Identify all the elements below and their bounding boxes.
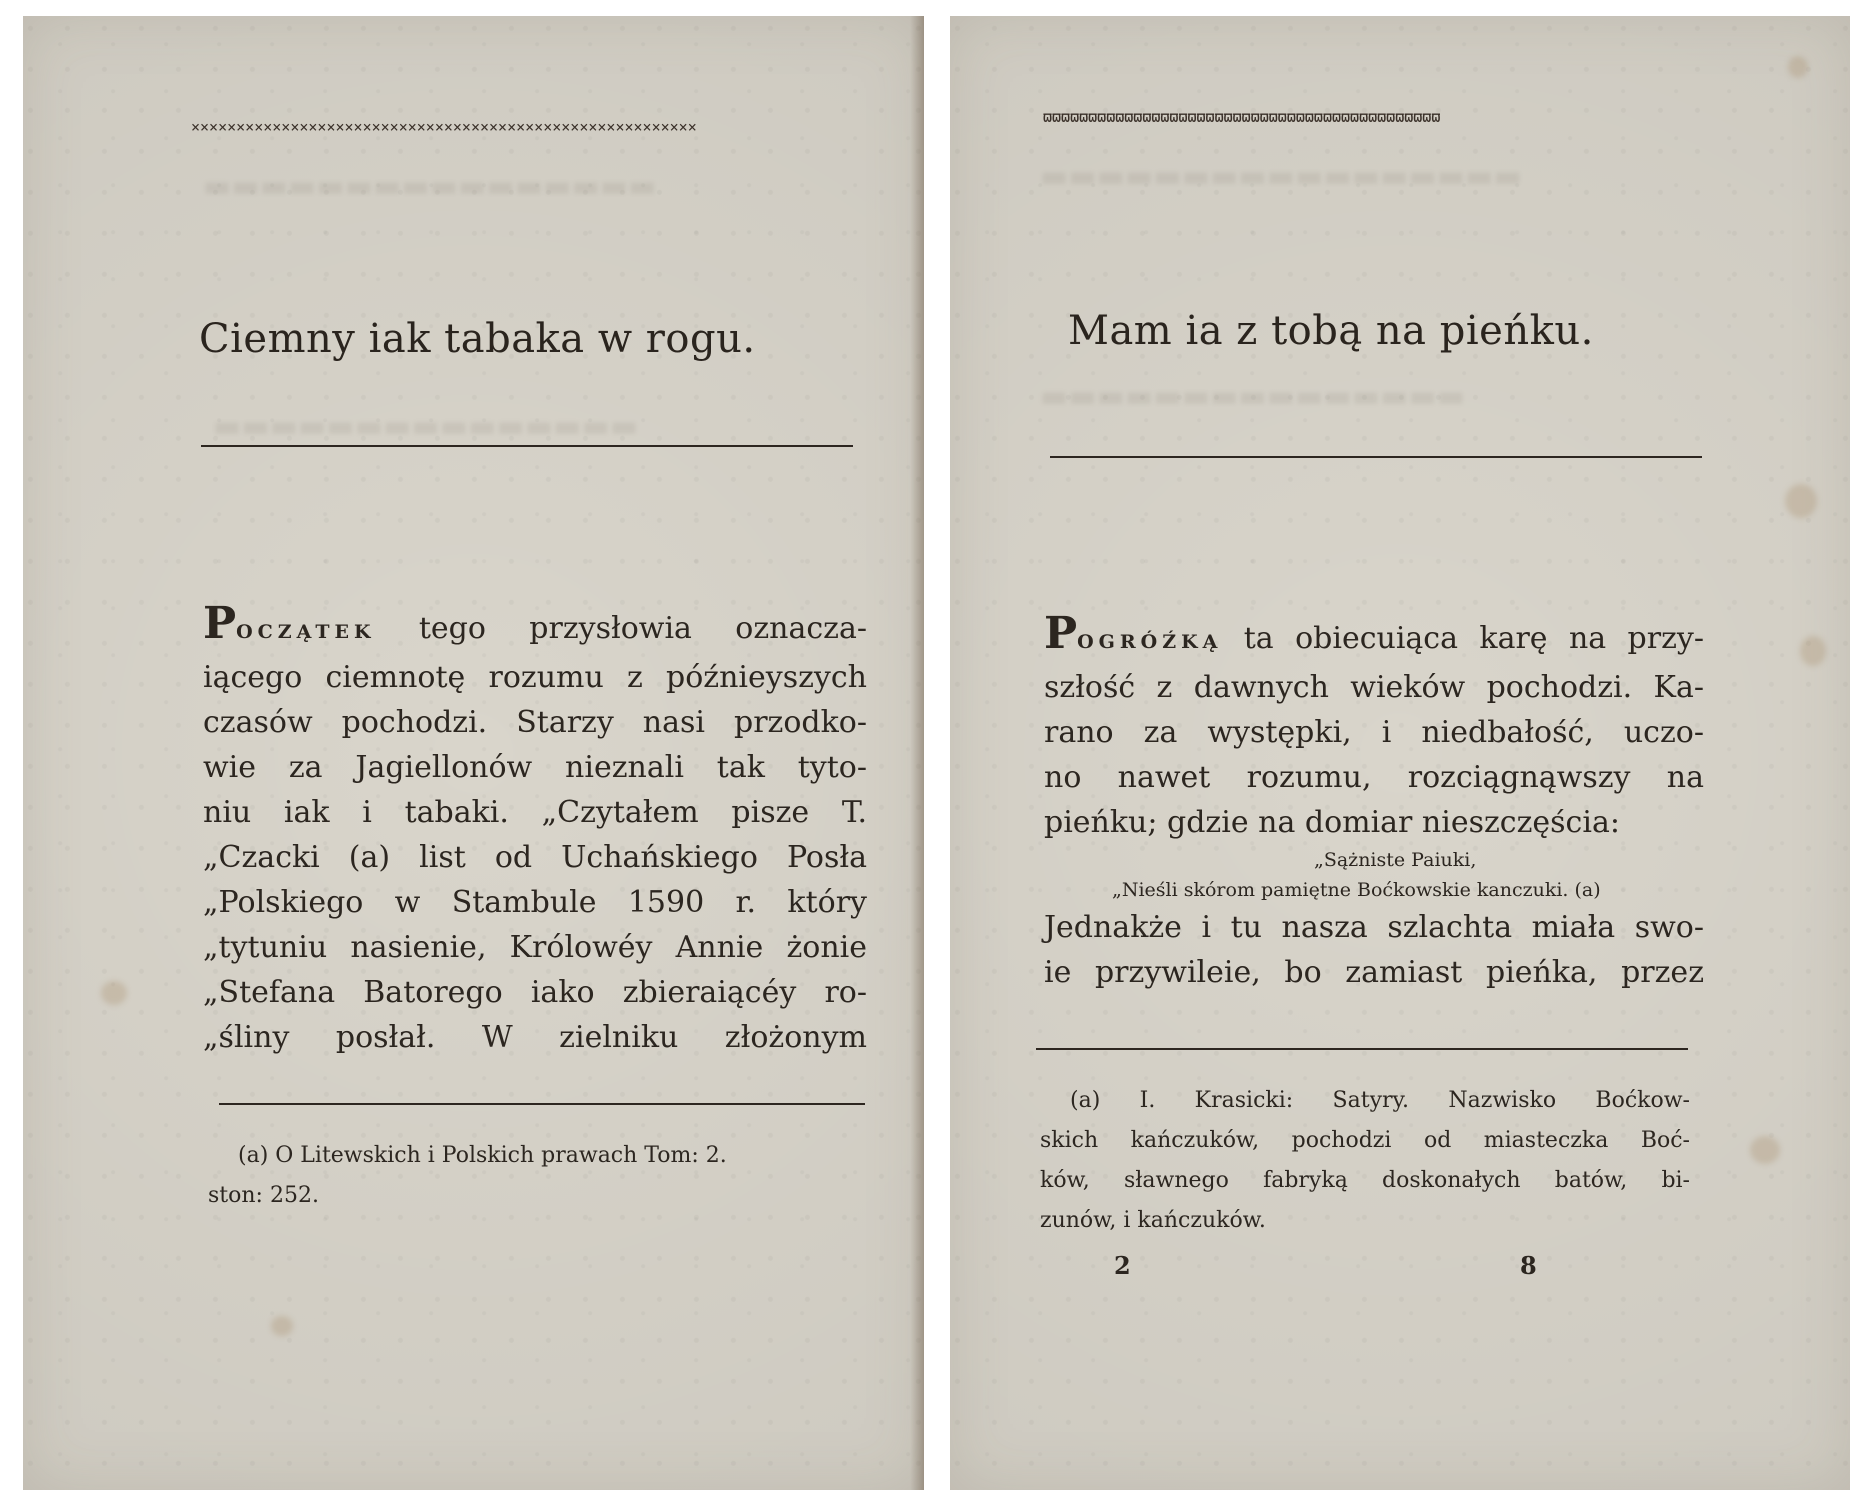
body-line: rano za występki, i niedbałość, uczo- — [1044, 715, 1704, 750]
left-page — [23, 16, 924, 1490]
bleed-through-text: ▬▬▬▬▬▬▬▬▬▬▬▬▬▬▬ — [1040, 379, 1466, 414]
body-line: ie przywileie, bo zamiast pieńka, przez — [1044, 955, 1704, 990]
footnote-rule — [219, 1103, 865, 1105]
header-ornament: ϖϖϖϖϖϖϖϖϖϖϖϖϖϖϖϖϖϖϖϖϖϖϖϖϖϖϖϖϖϖϖϖϖϖϖϖϖϖϖϖϖϖϖϖ — [1043, 108, 1441, 126]
body-line: „śliny posłał. W zielniku złożonym — [203, 1020, 867, 1055]
title-rule — [201, 445, 853, 447]
small-caps-word: OCZĄTEK — [236, 621, 376, 643]
footnote-line: (a) O Litewskich i Polskich prawach Tom: 2. — [238, 1143, 727, 1168]
footnote — [208, 1136, 878, 1216]
signature-mark: 8 — [1520, 1251, 1537, 1280]
right-page — [950, 16, 1850, 1490]
drop-cap: P — [203, 598, 237, 649]
body-line: „Polskiego w Stambule 1590 r. który — [203, 885, 867, 920]
foxing-stain — [1785, 484, 1817, 518]
footnote-line: ków, sławnego fabryką doskonałych batów, bi- — [1040, 1168, 1690, 1193]
foxing-stain — [1750, 1136, 1780, 1164]
spine-shadow — [910, 16, 924, 1490]
body-line: „Czacki (a) list od Uchańskiego Posła — [203, 840, 867, 875]
footnote-rule — [1036, 1048, 1688, 1050]
verse-line: „Sążniste Paiuki, — [1314, 849, 1477, 871]
body-line: „tytuniu nasienie, Królowéy Annie żonie — [203, 930, 867, 965]
bleed-through-text: ▬▬▬▬▬▬▬▬▬▬▬▬▬▬▬ — [213, 409, 639, 444]
bleed-through-text: ▬▬▬▬▬▬▬▬▬▬▬▬▬▬▬▬▬ — [1040, 159, 1522, 194]
footnote-line: ston: 252. — [208, 1183, 319, 1208]
body-line: „Stefana Batorego iako zbieraiącéy ro- — [203, 975, 867, 1010]
verse-line: „Nieśli skórom pamiętne Boćkowskie kanczuki. (a) — [1112, 879, 1601, 901]
foxing-stain — [271, 1316, 293, 1336]
signature-mark: 2 — [1114, 1251, 1131, 1280]
small-caps-word: OGRÓŹKĄ — [1077, 631, 1223, 653]
body-text — [1044, 608, 1704, 995]
body-text — [203, 598, 867, 1060]
page-title: Ciemny iak tabaka w rogu. — [199, 316, 756, 362]
foxing-stain — [101, 981, 127, 1005]
header-ornament: ×××××××××××××××××××××××××××××××××××××××××××××××××××××××× — [191, 118, 697, 136]
page-title: Mam ia z tobą na pieńku. — [1068, 308, 1594, 354]
body-line: wie za Jagiellonów nieznali tak tyto- — [203, 750, 867, 785]
drop-cap: P — [1044, 608, 1078, 659]
footnote — [1040, 1081, 1690, 1241]
body-line: niu iak i tabaki. „Czytałem pisze T. — [203, 795, 867, 830]
footnote-line: skich kańczuków, pochodzi od miasteczka Boć- — [1040, 1128, 1690, 1153]
body-line: czasów pochodzi. Starzy nasi przodko- — [203, 705, 867, 740]
body-line: no nawet rozumu, rozciągnąwszy na — [1044, 760, 1704, 795]
body-line: POCZĄTEK tego przysłowia oznacza- — [203, 598, 867, 649]
foxing-stain — [1800, 636, 1826, 666]
body-line: pieńku; gdzie na domiar nieszczęścia: — [1044, 805, 1620, 840]
title-rule — [1050, 456, 1702, 458]
body-line: szłość z dawnych wieków pochodzi. Ka- — [1044, 670, 1704, 705]
footnote-line: zunów, i kańczuków. — [1040, 1208, 1266, 1233]
footnote-line: (a) I. Krasicki: Satyry. Nazwisko Boćkow- — [1070, 1088, 1690, 1113]
body-line: Jednakże i tu nasza szlachta miała swo- — [1044, 910, 1704, 945]
foxing-stain — [1788, 56, 1808, 78]
body-line: iącego ciemnotę rozumu z późnieyszych — [203, 660, 867, 695]
body-line: POGRÓŹKĄ ta obiecuiąca karę na przy- — [1044, 608, 1704, 659]
bleed-through-text: ▬▬▬▬▬▬▬▬▬▬▬▬▬▬▬▬ — [203, 169, 657, 204]
